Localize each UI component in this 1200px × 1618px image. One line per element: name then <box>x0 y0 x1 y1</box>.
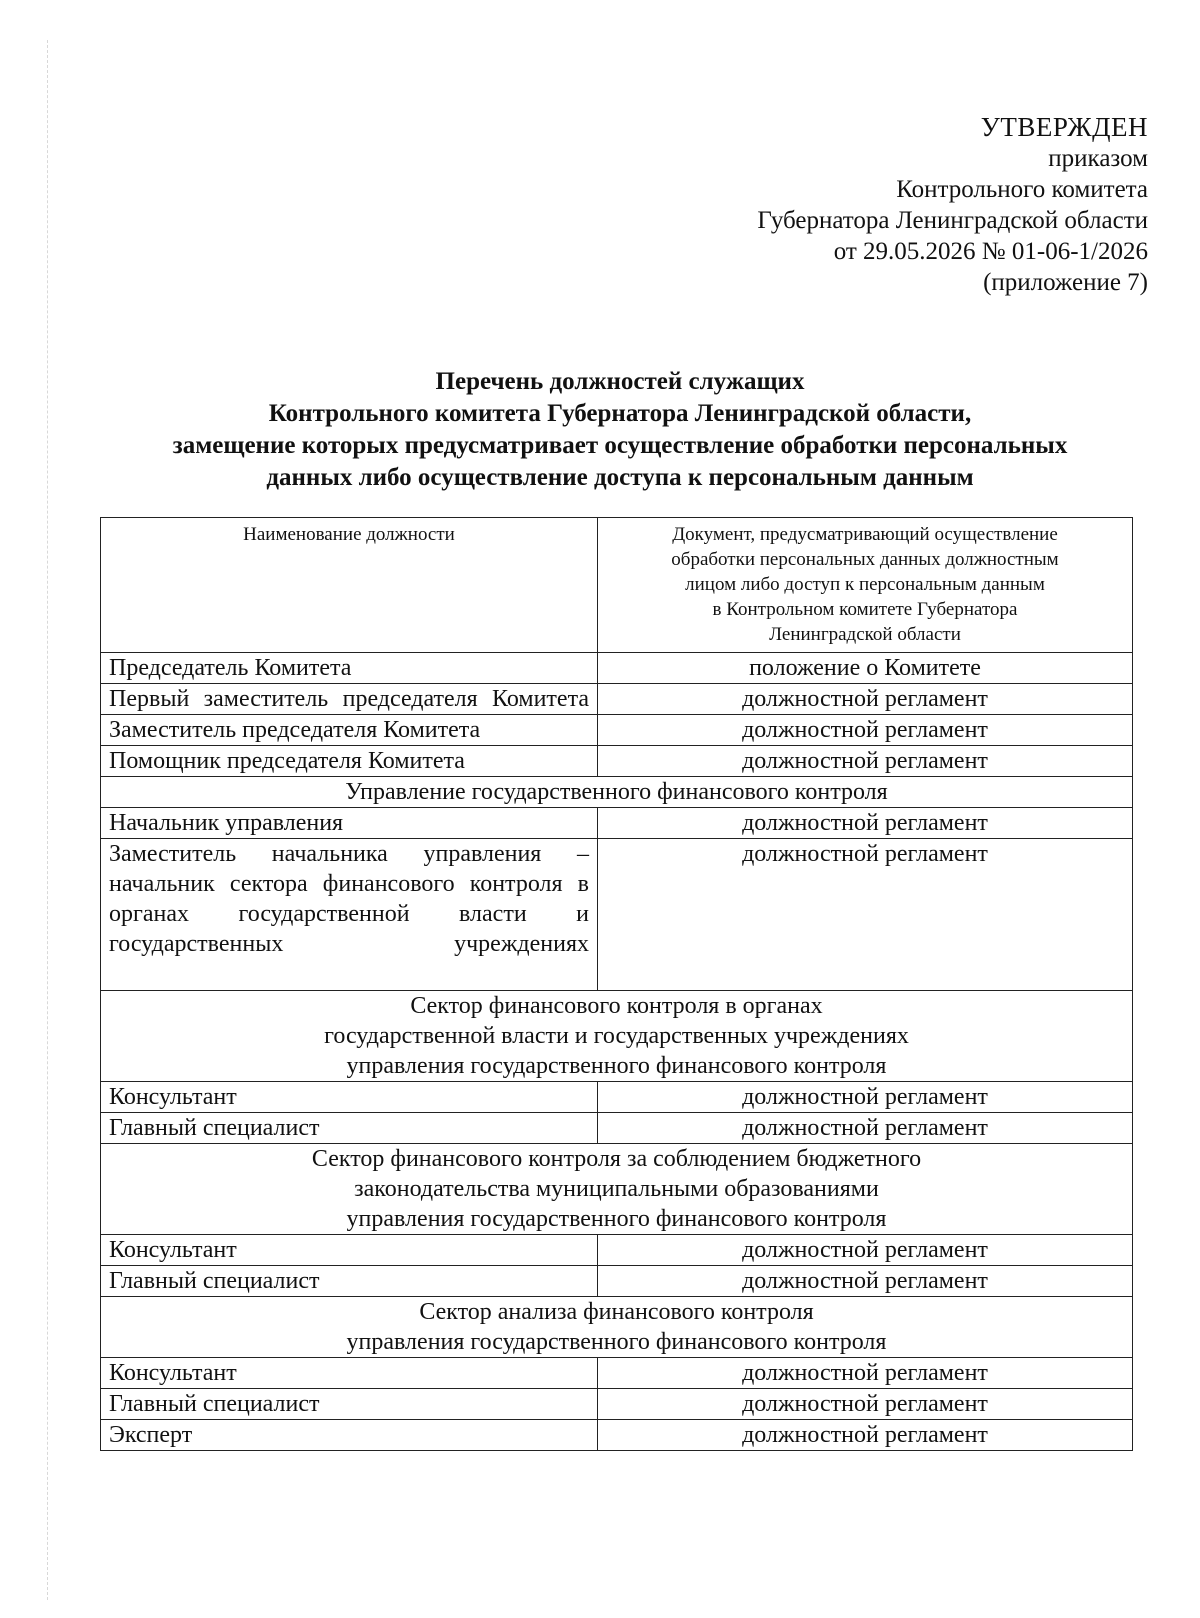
section-row <box>101 1297 1133 1358</box>
positions-table <box>100 517 1133 1451</box>
approval-line: Контрольного комитета <box>896 176 1148 203</box>
table-row <box>101 1420 1133 1451</box>
document-cell: должностной регламент <box>598 1358 1133 1389</box>
section-heading <box>101 991 1133 1082</box>
position-cell: Консультант <box>101 1082 598 1113</box>
table-row <box>101 684 1133 715</box>
document-cell: положение о Комитете <box>598 653 1133 684</box>
position-cell: Начальник управления <box>101 808 598 839</box>
table-row <box>101 715 1133 746</box>
table-row <box>101 653 1133 684</box>
position-cell: Главный специалист <box>101 1389 598 1420</box>
document-cell: должностной регламент <box>598 1420 1133 1451</box>
table-row <box>101 808 1133 839</box>
document-cell: должностной регламент <box>598 1082 1133 1113</box>
position-cell: Председатель Комитета <box>101 653 598 684</box>
document-cell: должностной регламент <box>598 1113 1133 1144</box>
section-heading-line: управления государственного финансового контроля <box>346 1206 887 1232</box>
position-cell: Главный специалист <box>101 1113 598 1144</box>
document-title-line: Перечень должностей служащих <box>435 368 805 395</box>
approval-line: Губернатора Ленинградской области <box>757 207 1148 234</box>
position-cell: Заместитель председателя Комитета <box>101 715 598 746</box>
table-header-row <box>101 518 1133 653</box>
table-row <box>101 1266 1133 1297</box>
header-position: Наименование должности <box>101 518 598 653</box>
document-cell: должностной регламент <box>598 684 1133 715</box>
section-row <box>101 991 1133 1082</box>
approval-line: приказом <box>1048 145 1148 172</box>
section-heading-line: управления государственного финансового контроля <box>346 1053 887 1079</box>
section-heading-line: Сектор анализа финансового контроля <box>419 1299 814 1325</box>
table-row <box>101 1358 1133 1389</box>
approval-block <box>757 112 1148 298</box>
document-title <box>100 366 1140 494</box>
section-row <box>101 777 1133 808</box>
section-heading-line: управления государственного финансового контроля <box>346 1329 887 1355</box>
position-cell: Помощник председателя Комитета <box>101 746 598 777</box>
position-cell: Консультант <box>101 1358 598 1389</box>
position-cell: Первый заместитель председателя Комитета <box>101 684 598 715</box>
header-document-line: лицом либо доступ к персональным данным <box>685 574 1045 595</box>
section-heading-line: законодательства муниципальными образованиями <box>354 1176 879 1202</box>
section-heading-line: государственной власти и государственных учреждениях <box>324 1023 909 1049</box>
approval-title: УТВЕРЖДЕН <box>980 112 1148 142</box>
document-title-line: замещение которых предусматривает осуществление обработки персональных <box>172 432 1068 459</box>
header-document-line: в Контрольном комитете Губернатора <box>712 599 1018 620</box>
position-cell: Эксперт <box>101 1420 598 1451</box>
document-title-line: данных либо осуществление доступа к персональным данным <box>266 464 974 491</box>
document-cell: должностной регламент <box>598 1389 1133 1420</box>
section-heading: Управление государственного финансового контроля <box>101 777 1133 808</box>
document-cell: должностной регламент <box>598 1235 1133 1266</box>
table-row <box>101 1389 1133 1420</box>
document-cell: должностной регламент <box>598 808 1133 839</box>
table-row <box>101 839 1133 991</box>
approval-line: от 29.05.2026 № 01-06-1/2026 <box>833 238 1148 265</box>
document-cell: должностной регламент <box>598 1266 1133 1297</box>
section-heading <box>101 1297 1133 1358</box>
header-document-line: Документ, предусматривающий осуществление <box>672 524 1058 545</box>
header-document <box>598 518 1133 653</box>
section-heading-line: Сектор финансового контроля за соблюдением бюджетного <box>311 1146 922 1172</box>
table-row <box>101 746 1133 777</box>
position-cell: Заместитель начальника управления – начальник сектора финансового контроля в органах государственной власти и государственных учреждениях <box>101 839 598 991</box>
table-row <box>101 1235 1133 1266</box>
position-cell: Консультант <box>101 1235 598 1266</box>
header-document-line: обработки персональных данных должностным <box>671 549 1059 570</box>
approval-line: (приложение 7) <box>983 269 1148 296</box>
document-cell: должностной регламент <box>598 839 1133 991</box>
table-row <box>101 1082 1133 1113</box>
document-cell: должностной регламент <box>598 746 1133 777</box>
table-row <box>101 1113 1133 1144</box>
section-row <box>101 1144 1133 1235</box>
document-cell: должностной регламент <box>598 715 1133 746</box>
section-heading-line: Сектор финансового контроля в органах <box>410 993 823 1019</box>
section-heading <box>101 1144 1133 1235</box>
binding-margin-line <box>47 40 48 1600</box>
position-cell: Главный специалист <box>101 1266 598 1297</box>
document-title-line: Контрольного комитета Губернатора Ленинградской области, <box>268 400 972 427</box>
header-document-line: Ленинградской области <box>769 624 961 645</box>
